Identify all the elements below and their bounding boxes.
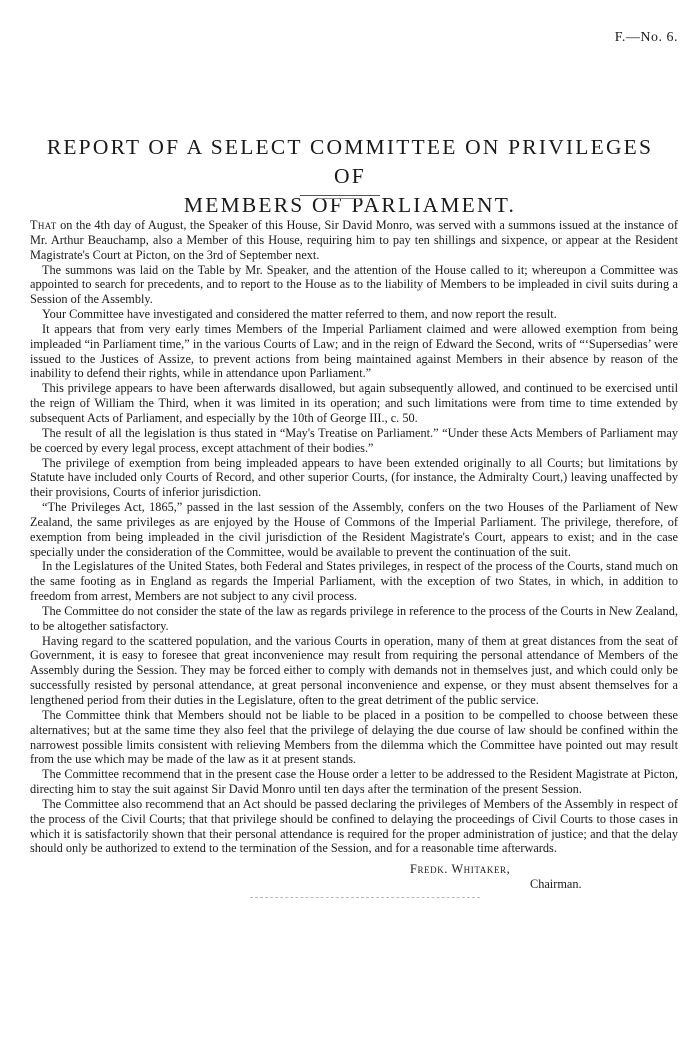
footer-rule [250,897,480,898]
signature-block [390,862,670,892]
paragraph-11: Having regard to the scattered population, and the various Courts in operation, many of them at great distances from the seat of Government, it is easy to foresee that great inconvenience may result from requiring the personal attendance of Members of the Assembly during the Session. They may be forced either to comply with demands not in themselves just, and which could only be successfully resisted by personal attendance, at great personal inconvenience and expense, or they must absent themselves for a lengthened period from their duties in the Legislature, often to the great detriment of the public service. [30,633,678,707]
paragraph-2: The summons was laid on the Table by Mr. Speaker, and the attention of the House called to it; whereupon a Committee was appointed to search for precedents, and to report to the House as to the liability of Members to be impleaded in civil suits during a Session of the Assembly. [30,262,678,307]
title-divider [300,195,380,196]
paragraph-1 [30,218,678,263]
paragraph-4: It appears that from very early times Members of the Imperial Parliament claimed and were allowed exemption from being impleaded “in Parliament time,” in the various Courts of Law; and in the reign of Edward the Second, writs of “‘Supersedias’ were issued to the Justices of Assize, to prevent actions from being maintained against Members in their absence by reason of the inability to defend their rights, while in attendance upon Parliament.” [30,321,678,381]
report-body [30,218,678,856]
paragraph-6: The result of all the legislation is thus stated in “May's Treatise on Parliament.” “Under these Acts Members of Parliament may be coerced by every legal process, except attachment of their bodies.” [30,425,678,455]
opening-word: That [30,218,57,232]
paragraph-3: Your Committee have investigated and considered the matter referred to them, and now report the result. [42,307,557,322]
paragraph-13: The Committee recommend that in the present case the House order a letter to be addressed to the Resident Magistrate at Picton, directing him to stay the suit against Sir David Monro until ten days after the termination of the present Session. [30,767,678,797]
paragraph-5: This privilege appears to have been afterwards disallowed, but again subsequently allowed, and continued to be exercised until the reign of William the Third, when it was limited in its operation; and such limitations were from time to time extended by subsequent Acts of Parliament, and especially by the 10th of George III., c. 50. [30,381,678,425]
document-reference: F.—No. 6. [614,30,678,45]
signatory-name: Fredk. Whitaker, [410,862,511,876]
title-line-2: MEMBERS OF PARLIAMENT. [183,193,517,217]
paragraph-7: The privilege of exemption from being impleaded appears to have been extended originally to all Courts; but limitations by Statute have included only Courts of Record, and other superior Courts, (for instance, the Admiralty Court,) leaving unaffected by their provisions, Courts of inferior jurisdiction. [30,455,678,500]
paragraph-1-text: on the 4th day of August, the Speaker of this House, Sir David Monro, was served with a summons issued at the instance of Mr. Arthur Beauchamp, also a Member of this House, requiring him to pay ten shillings and sixpence, or appear at the Resident Magistrate's Court at Picton, on the 3rd of September next. [30,218,678,262]
paragraph-10: The Committee do not consider the state of the law as regards privilege in reference to the process of the Courts in New Zealand, to be altogether satisfactory. [30,603,678,633]
title-line-1: REPORT OF A SELECT COMMITTEE ON PRIVILEGES OF [46,135,654,188]
signatory-role: Chairman. [530,877,582,891]
paragraph-12: The Committee think that Members should not be liable to be placed in a position to be compelled to choose between these alternatives; but at the same time they also feel that the privilege of delaying the due course of law should be confined within the narrowest possible limits consistent with relieving Members from the dilemma which the Committee have pointed out may result from the use which may be made of the law as it at present stands. [30,707,678,767]
paragraph-14: The Committee also recommend that an Act should be passed declaring the privileges of Members of the Assembly in respect of the process of the Civil Courts; that that privilege should be confined to delaying the proceedings of Civil Courts to those cases in which it is satisfactorily shown that their personal attendance is required for the proper administration of justice; and that the delay should only be authorized to extend to the termination of the Session, and for a reasonable time afterwards. [30,796,678,856]
paragraph-9: In the Legislatures of the United States, both Federal and States privileges, in respect of the process of the Courts, stand much on the same footing as in England as regards the Imperial Parliament, with the exception of two States, in which, in addition to freedom from arrest, Members are not subject to any civil process. [30,559,678,604]
paragraph-8: “The Privileges Act, 1865,” passed in the last session of the Assembly, confers on the two Houses of the Parliament of New Zealand, the same privileges as are enjoyed by the House of Commons of the Imperial Parliament. The privilege, therefore, of exemption from being impleaded in the civil jurisdiction of the Resident Magistrate's Court, appears to exist; and in the case specially under the consideration of the Committee, would be available to prevent the continuation of the suit. [30,500,678,559]
title-divider-short [318,198,362,199]
report-title [40,133,660,220]
